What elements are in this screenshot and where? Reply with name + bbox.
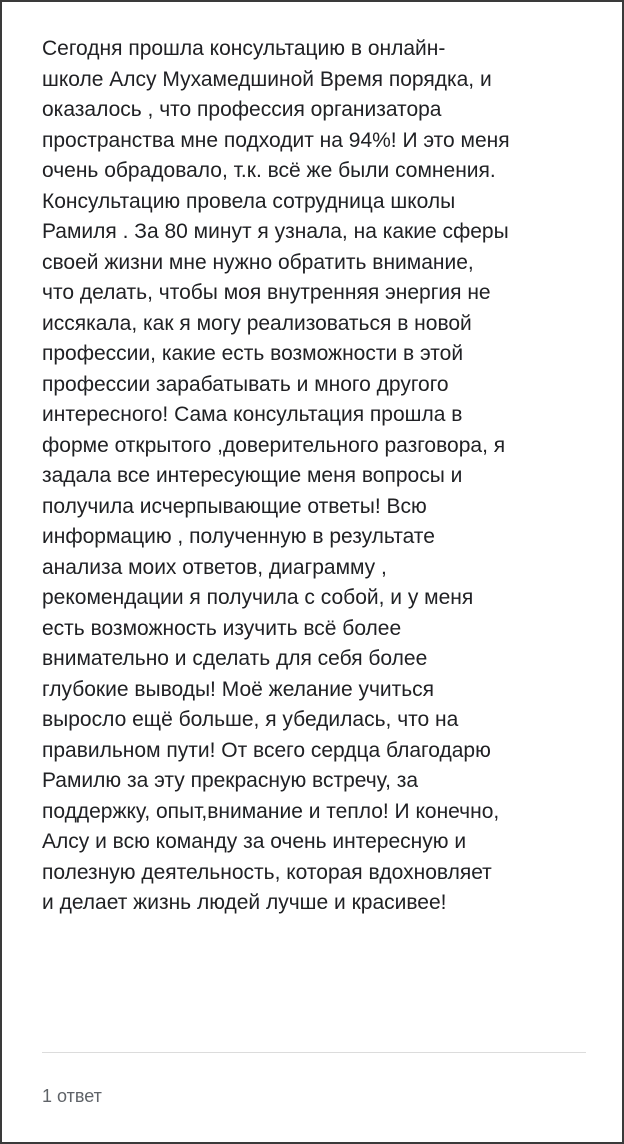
divider xyxy=(42,1052,586,1053)
reply-count-link[interactable]: 1 ответ xyxy=(42,1086,102,1106)
review-card xyxy=(42,34,590,919)
review-text: Сегодня прошла консультацию в онлайн- школе Алсу Мухамедшиной Время порядка, и оказалось , что профессия организатора пространства мне подходит на 94%! И это меня очень обрадовало, т.к. всё же были сомнения. Консультацию провела сотрудница школы Рамиля . За 80 минут я узнала, на какие сферы своей жизни мне нужно обратить внимание, что делать, чтобы моя внутренняя энергия не иссякала, как я могу реализоваться в новой профессии, какие есть возможности в этой профессии зарабатывать и много другого интересного! Сама консультация прошла в форме открытого ,доверительного разговора, я задала все интересующие меня вопросы и получила исчерпывающие ответы! Всю информацию , полученную в результате анализа моих ответов, диаграмму , рекомендации я получила с собой, и у меня есть возможность изучить всё более внимательно и сделать для себя более глубокие выводы! Моё желание учиться выросло ещё больше, я убедилась, что на правильном пути! От всего сердца благодарю Рамилю за эту прекрасную встречу, за поддержку, опыт,внимание и тепло! И конечно, Алсу и всю команду за очень интересную и полезную деятельность, которая вдохновляет и делает жизнь людей лучше и красивее! xyxy=(42,37,510,914)
